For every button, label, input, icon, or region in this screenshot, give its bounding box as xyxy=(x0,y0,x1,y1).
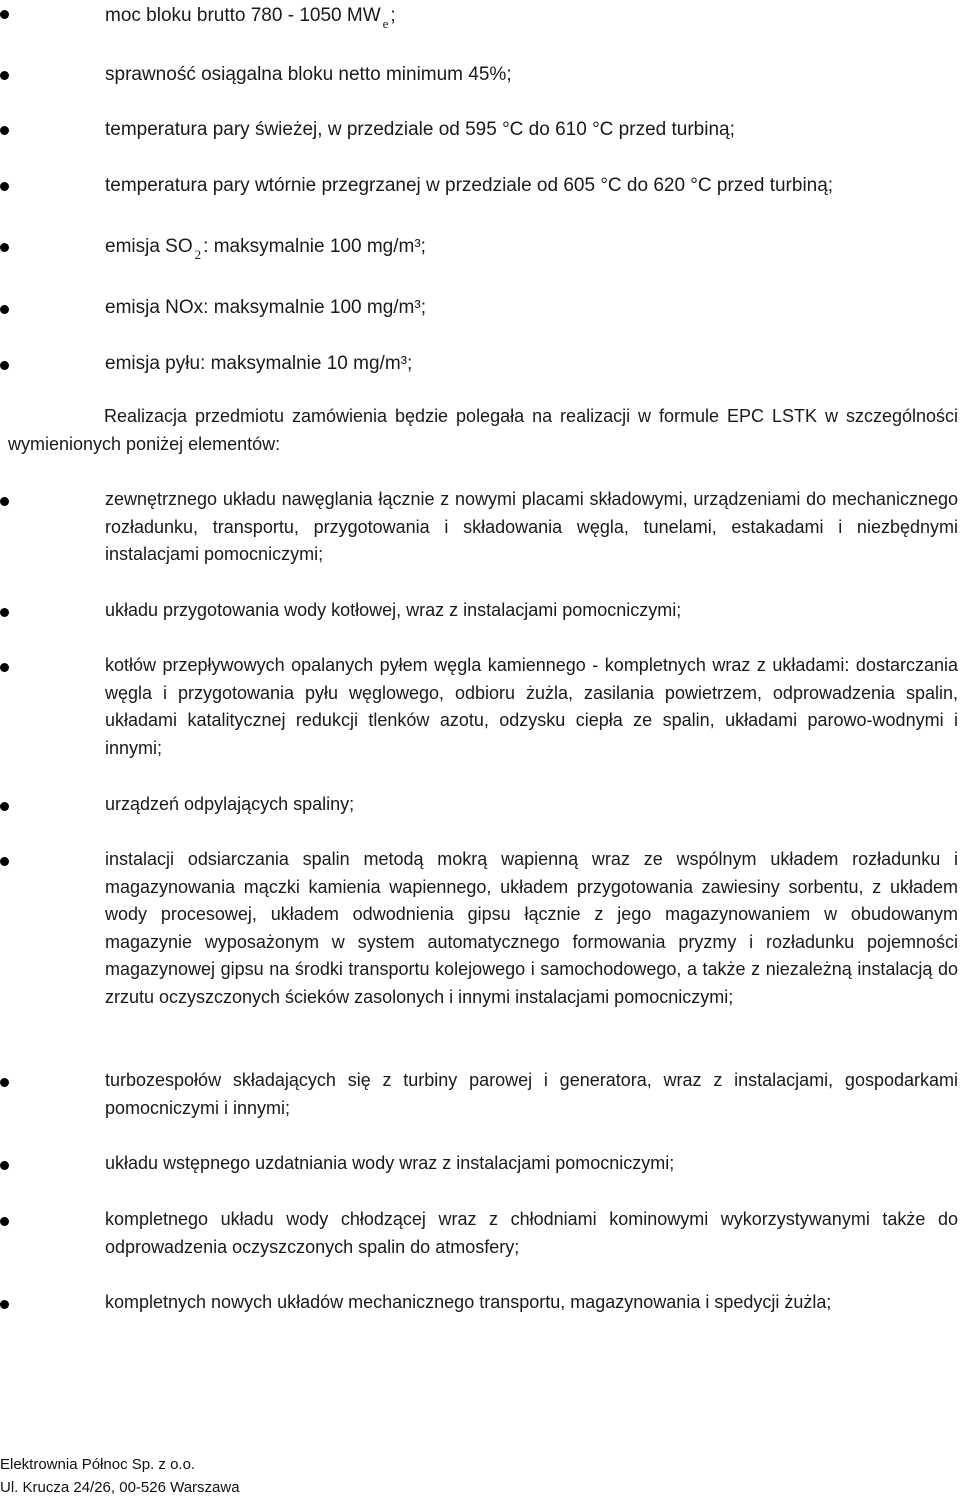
spec-text-suffix: : maksymalnie 100 mg/m³; xyxy=(203,236,426,257)
footer-company: Elektrownia Północ Sp. z o.o. xyxy=(0,1456,196,1473)
scope-item-boiler-water: układu przygotowania wody kotłowej, wraz z instalacjami pomocniczymi; xyxy=(105,600,682,620)
spec-line-power xyxy=(105,5,396,31)
bullet-icon xyxy=(0,802,9,811)
bullet-icon xyxy=(0,857,9,866)
bullet-icon xyxy=(0,1217,9,1226)
bullet-icon xyxy=(0,1161,9,1170)
scope-item-boilers: kotłów przepływowych opalanych pyłem węgla kamiennego - kompletnych wraz z układami: dostarczania węgla i przygotowania pyłu węglowego, odbioru żużla, zasilania powietrzem, odprowadzenia spalin, układami katalitycznej redukcji tlenków azotu, odzysku ciepła ze spalin, układami parowo-wodnymi i innymi; xyxy=(105,655,958,758)
scope-item-water-pretreatment: układu wstępnego uzdatniania wody wraz z instalacjami pomocniczymi; xyxy=(105,1153,675,1173)
spec-text: emisja SO xyxy=(105,236,193,257)
subscript: e xyxy=(382,16,389,31)
scope-item-cooling-water: kompletnego układu wody chłodzącej wraz z chłodniami kominowymi wykorzystywanymi także do odprowadzenia oczyszczonych spalin do atmosfery; xyxy=(105,1209,958,1257)
spec-text-suffix: ; xyxy=(390,5,396,26)
spec-line-efficiency: sprawność osiągalna bloku netto minimum 45%; xyxy=(105,64,512,85)
bullet-icon xyxy=(0,126,9,135)
bullet-icon xyxy=(0,182,9,191)
spec-line-so2-emission xyxy=(105,236,426,262)
bullet-icon xyxy=(0,497,9,506)
spec-line-nox-emission: emisja NOx: maksymalnie 100 mg/m³; xyxy=(105,297,426,318)
bullet-icon xyxy=(0,71,9,80)
intro-paragraph: Realizacja przedmiotu zamówienia będzie polegała na realizacji w formule EPC LSTK w szczególności wymienionych poniżej elementów: xyxy=(8,406,958,454)
scope-item-desulphurization: instalacji odsiarczania spalin metodą mokrą wapienną wraz ze wspólnym układem rozładunku i magazynowania mączki kamienia wapiennego, układem przygotowania zawiesiny sorbentu, z układem wody procesowej, układem odwodnienia gipsu łącznie z jego magazynowaniem w obudowanym magazynie wyposażonym w system automatycznego formowania pryzmy i rozładunku pojemności magazynowej gipsu na środki transportu kolejowego i samochodowego, a także z niezależną instalacją do zrzutu oczyszczonych ścieków zasolonych i innymi instalacjami pomocniczymi; xyxy=(105,849,958,1007)
spec-line-reheat-steam-temp: temperatura pary wtórnie przegrzanej w przedziale od 605 °C do 620 °C przed turbiną; xyxy=(105,175,834,196)
footer-address: Ul. Krucza 24/26, 00-526 Warszawa xyxy=(0,1479,240,1496)
bullet-icon xyxy=(0,305,9,314)
bullet-icon xyxy=(0,663,9,672)
scope-item-turbine-sets: turbozespołów składających się z turbiny parowej i generatora, wraz z instalacjami, gospodarkami pomocniczymi i innymi; xyxy=(105,1070,958,1118)
bullet-icon xyxy=(0,243,9,252)
bullet-icon xyxy=(0,608,9,617)
scope-item-slag-transport: kompletnych nowych układów mechanicznego transportu, magazynowania i spedycji żużla; xyxy=(105,1292,832,1312)
bullet-icon xyxy=(0,10,9,19)
spec-line-fresh-steam-temp: temperatura pary świeżej, w przedziale od 595 °C do 610 °C przed turbiną; xyxy=(105,119,735,140)
bullet-icon xyxy=(0,1078,9,1087)
spec-text: moc bloku brutto 780 - 1050 MW xyxy=(105,5,381,26)
spec-line-dust-emission: emisja pyłu: maksymalnie 10 mg/m³; xyxy=(105,353,413,374)
bullet-icon xyxy=(0,361,9,370)
scope-item-dust-removal: urządzeń odpylających spaliny; xyxy=(105,794,355,814)
bullet-icon xyxy=(0,1300,9,1309)
scope-item-coal-handling: zewnętrznego układu nawęglania łącznie z nowymi placami składowymi, urządzeniami do mechanicznego rozładunku, transportu, przygotowania i składowania węgla, tunelami, estakadami i niezbędnymi instalacjami pomocniczymi; xyxy=(105,489,958,565)
subscript: 2 xyxy=(194,247,202,262)
